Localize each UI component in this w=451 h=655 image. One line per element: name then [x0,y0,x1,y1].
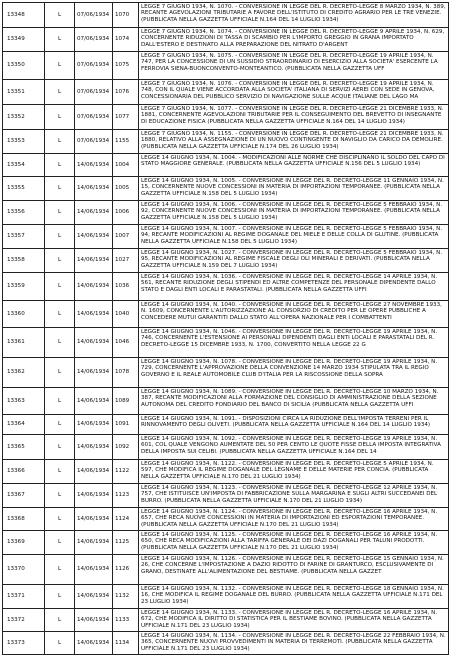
record-description: LEGGE 7 GIUGNO 1934, N. 1077. - CONVERSIONE IN LEGGE DEL R. DECRETO-LEGGE 21 DICEMBRE 1933, N. 1881, CONCERNENTE AGEVOLAZIONI TRIBUTARIE PER IL CONSEGUIMENTO DEL BREVETTO DI INSEGNANTE DI EDUCAZIONE FISICA (PUBBLICATA NELLA GAZZETTA UFFICIALE N.164 DEL 14 LUGLIO 1934) [139,105,449,130]
record-number: 13366 [3,460,45,484]
record-date: 07/06/1934 [75,105,113,130]
table-row [3,177,449,201]
record-code: 1125 [113,531,139,555]
record-type: L [45,28,75,52]
record-description: LEGGE 14 GIUGNO 1934, N. 1122. - CONVERSIONE IN LEGGE DEL R. DECRETO-LEGGE 5 APRILE 1934, N. 597, CHE MODIFICA IL REGIME DOGANALE DEL LEGNAME E DELLE MATERIE PER CONCIA. (PUBBLICATA NELLA GAZZETTA UFFICIALE N.170 DEL 21 LUGLIO 1934) [139,460,449,484]
record-date: 07/06/1934 [75,130,113,154]
record-description: LEGGE 14 GIUGNO 1934, N. 1091. - DISPOSIZIONI CIRCA LA RIDUZIONE DELL'IMPOSTA TERRENI PER IL RINNOVAMENTO DEGLI OLIVETI. (PUBBLICATA NELLA GAZZETTA UFFICIALE N.164 DEL 14 LUGLIO 1934) [139,415,449,435]
record-type: L [45,201,75,225]
record-date: 14/06/1934 [75,225,113,249]
record-date: 14/06/1934 [75,415,113,435]
record-date: 14/06/1934 [75,609,113,632]
record-description: LEGGE 14 GIUGNO 1934, N. 1126. - CONVERSIONE IN LEGGE DEL R. DECRETO-LEGGE 15 GENNAIO 1934, N. 26, CHE CONCERNE L'IMPOSTAZIONE A DAZIO RIDOTTO DI FARINE DI GRANTURCO, ESCLUSIVAMENTE DI GRANO, DESTINATE ALL'ALIMENTAZIONE DEL BESTIAME. (PUBBLICATA NELLA GAZZET [139,555,449,585]
record-type: L [45,585,75,609]
record-number: 13350 [3,52,45,80]
record-code: 1075 [113,52,139,80]
record-date: 14/06/1934 [75,273,113,301]
record-description: LEGGE 14 GIUGNO 1934, N. 1134. - CONVERSIONE IN LEGGE DEL R. DECRETO-LEGGE 22 FEBBRAIO 1934, N. 365, CONCERNENTE NUOVI PROVVEDIMENTI IN MATERIA DI TERREMOTI. (PUBBLICATA NELLA GAZZETTA UFFICIALE N.171 DEL 23 LUGLIO 1934) [139,632,449,655]
record-type: L [45,177,75,201]
record-description: LEGGE 14 GIUGNO 1934, N. 1046. - CONVERSIONE IN LEGGE DEL R. DECRETO-LEGGE 19 APRILE 1934, N. 746, CONCERNENTE L'ESTENSIONE AI PERSONALI DIPENDENTI DAGLI ENTI LOCALI E PARASTATALI DEL R. DECRETO-LEGGE 15 DICEMBRE 1933, N. 1700, CONVERTITO NELLA LEGGE 22 G [139,328,449,358]
record-code: 1070 [113,3,139,28]
record-description: LEGGE 14 GIUGNO 1934, N. 1092. - CONVERSIONE IN LEGGE DEL R. DECRETO-LEGGE 19 APRILE 1934, N. 601, COL QUALE VENGONO AUMENTATE DEL 50 PER CENTO LE QUOTE FISSE DELLA IMPOSTA INTEGRATIVA DELLA IMPOSTA SUI CELIBI. (PUBBLICATA NELLA GAZZETTA UFFICIALE N.164 DEL 14 [139,435,449,460]
record-number: 13352 [3,105,45,130]
record-code: 1027 [113,249,139,273]
table-row [3,301,449,328]
record-date: 14/06/1934 [75,154,113,177]
record-description: LEGGE 14 GIUGNO 1934, N. 1040. - CONVERSIONE IN LEGGE DEL R. DECRETO-LEGGE 27 NOVEMBRE 1933, N. 1609, CONCERNENTE L'AUTORIZZAZIONE AL CONSORZIO DI CREDITO PER LE OPERE PUBBLICHE A CONCEDERE MUTUI GARANTITI DALLO STATO ALL'OPERA NAZIONALE PER I COMBATTENTI [139,301,449,328]
record-description: LEGGE 7 GIUGNO 1934, N. 1070. - CONVERSIONE IN LEGGE DEL R. DECRETO-LEGGE 8 MARZO 1934, N. 389, RECANTE AGEVOLAZIONI TRIBUTARIE A FAVORE DELL'ISTITUTO DI CREDITO AGRARIO PER LE TRE VENEZIE. (PUBBLICATA NELLA GAZZETTA UFFICIALE N.164 DEL 14 LUGLIO 1934) [139,3,449,28]
record-date: 14/06/1934 [75,435,113,460]
record-code: 1005 [113,177,139,201]
record-type: L [45,52,75,80]
record-number: 13348 [3,3,45,28]
record-type: L [45,484,75,508]
record-date: 14/06/1934 [75,201,113,225]
record-type: L [45,609,75,632]
table-row [3,358,449,388]
table-row [3,273,449,301]
record-type: L [45,460,75,484]
record-number: 13358 [3,249,45,273]
record-number: 13357 [3,225,45,249]
record-date: 14/06/1934 [75,249,113,273]
table-row [3,632,449,655]
record-code: 1133 [113,609,139,632]
table-row [3,328,449,358]
law-register-rows [3,3,449,655]
record-number: 13372 [3,609,45,632]
record-description: LEGGE 14 GIUGNO 1934, N. 1132. - CONVERSIONE IN LEGGE DEL R. DECRETO-LEGGE 18 GENNAIO 1934, N. 16, CHE MODIFICA IL REGIME DOGANALE DEL BURRO. (PUBBLICATA NELLA GAZZETTA UFFICIALE N.171 DEL 23 LUGLIO 1934) [139,585,449,609]
table-row [3,585,449,609]
record-code: 1122 [113,460,139,484]
record-number: 13364 [3,415,45,435]
record-number: 13368 [3,508,45,531]
record-date: 07/06/1934 [75,52,113,80]
record-date: 14/06/1934 [75,531,113,555]
record-description: LEGGE 14 GIUGNO 1934, N. 1004. - MODIFICAZIONI ALLE NORME CHE DISCIPLINANO IL SOLDO DEL CAPO DI STATO MAGGIORE GENERALE. (PUBBLICATA NELLA GAZZETTA UFFICIALE N.156 DEL 5 LUGLIO 1934) [139,154,449,177]
table-row [3,460,449,484]
record-date: 14/06/1934 [75,632,113,655]
record-code: 1089 [113,388,139,415]
record-date: 07/06/1934 [75,3,113,28]
table-row [3,3,449,28]
record-code: 1006 [113,201,139,225]
record-type: L [45,358,75,388]
record-type: L [45,508,75,531]
record-code: 1040 [113,301,139,328]
table-row [3,105,449,130]
table-row [3,435,449,460]
record-type: L [45,632,75,655]
record-type: L [45,80,75,105]
table-row [3,130,449,154]
record-number: 13355 [3,177,45,201]
record-number: 13373 [3,632,45,655]
record-type: L [45,328,75,358]
record-type: L [45,301,75,328]
table-row [3,249,449,273]
record-description: LEGGE 14 GIUGNO 1934, N. 1007. - CONVERSIONE IN LEGGE DEL R. DECRETO-LEGGE 5 FEBBRAIO 1934, N. 94, RECANTE MODIFICAZIONI AL REGIME DOGANALE DEL MIELE E DELLE COLLA DI GLUTINE. (PUBBLICATA NELLA GAZZETTA UFFICIALE N.158 DEL 5 LUGLIO 1934) [139,225,449,249]
record-date: 14/06/1934 [75,177,113,201]
record-type: L [45,130,75,154]
record-description: LEGGE 14 GIUGNO 1934, N. 1078. - CONVERSIONE IN LEGGE DEL R. DECRETO-LEGGE 19 APRILE 1934, N. 729, CONCERNENTE L'APPROVAZIONE DELLA CONVENZIONE 14 MARZO 1934 STIPULATA TRA IL REGIO GOVERNO E IL REALE AUTOMOBILE CLUB D'ITALIA PER LA RISCOSSIONE DELLA SOPRA [139,358,449,388]
record-type: L [45,415,75,435]
table-row [3,609,449,632]
record-description: LEGGE 14 GIUGNO 1934, N. 1125. - CONVERSIONE IN LEGGE DEL R. DECRETO-LEGGE 16 APRILE 1934, N. 650, CHE RECA MODIFICAZIONI ALLA TARIFFA GENERALE DEI DAZI DOGANALI PER TALUNI PRODOTTI. (PUBBLICATA NELLA GAZZETTA UFFICIALE N.170 DEL 21 LUGLIO 1934) [139,531,449,555]
table-row [3,225,449,249]
record-type: L [45,105,75,130]
record-type: L [45,225,75,249]
record-description: LEGGE 14 GIUGNO 1934, N. 1027. - CONVERSIONE IN LEGGE DEL R. DECRETO-LEGGE 5 FEBBRAIO 1934, N. 95, RECANTE MODIFICAZIONI AL REGIME FISCALE DEGLI OLI MINERALI E DERIVATI. (PUBBLICATA NELLA GAZZETTA UFFICIALE N.159 DEL 7 LUGLIO 1934) [139,249,449,273]
table-row [3,531,449,555]
table-row [3,388,449,415]
record-description: LEGGE 14 GIUGNO 1934, N. 1005. - CONVERSIONE IN LEGGE DEL R. DECRETO-LEGGE 11 GENNAIO 1934, N. 15, CONCERNENTE NUOVE CONCESSIONI IN MATERIA DI IMPORTAZIONI TEMPORANEE. (PUBBLICATA NELLA GAZZETTA UFFICIALE N.158 DEL 5 LUGLIO 1934) [139,177,449,201]
record-date: 14/06/1934 [75,555,113,585]
record-number: 13349 [3,28,45,52]
record-date: 14/06/1934 [75,508,113,531]
record-date: 14/06/1934 [75,484,113,508]
record-code: 1155 [113,130,139,154]
record-description: LEGGE 7 GIUGNO 1934, N. 1076. - CONVERSIONE IN LEGGE DEL R. DECRETO-LEGGE 19 APRILE 1934, N. 748, CON IL QUALE VIENE ACCORDATA ALLA SOCIETA' ITALIANA DI SERVIZI AEREI CON SEDE IN GENOVA, CONCESSIONARIA DEL PUBBLICO SERVIZIO DI NAVIGAZIONE SULLE ACQUE ITALIANE DEL LAGO MA [139,80,449,105]
record-number: 13369 [3,531,45,555]
record-number: 13359 [3,273,45,301]
record-number: 13353 [3,130,45,154]
law-register-sheet [2,2,448,652]
table-row [3,80,449,105]
record-code: 1123 [113,484,139,508]
record-number: 13360 [3,301,45,328]
table-row [3,201,449,225]
record-code: 1076 [113,80,139,105]
record-description: LEGGE 7 GIUGNO 1934, N. 1074. - CONVERSIONE IN LEGGE DEL R. DECRETO-LEGGE 9 APRILE 1934, N. 629, CONCERNENTE RIDUZIONI DI TASSA DI SCAMBIO PER L'IMPORTO GREGGIO IN GRANA IMPORTATO DALL'ESTERO E DESTINATO ALLA PREPARAZIONE DEL NITRATO D'ARGENT [139,28,449,52]
record-code: 1134 [113,632,139,655]
record-number: 13351 [3,80,45,105]
record-description: LEGGE 14 GIUGNO 1934, N. 1133. - CONVERSIONE IN LEGGE DEL R. DECRETO-LEGGE 16 APRILE 1934, N. 672, CHE MODIFICA IL DIRITTO DI STATISTICA PER IL BESTIAME BOVINO. (PUBBLICATA NELLA GAZZETTA UFFICIALE N.171 DEL 23 LUGLIO 1934) [139,609,449,632]
record-description: LEGGE 7 GIUGNO 1934, N. 1075. - CONVERSIONE IN LEGGE DEL R. DECRETO-LEGGE 19 APRILE 1934, N. 747, PER LA CONCESSIONE DI UN SUSSIDIO STRAORDINARIO DI ESERCIZIO ALLA SOCIETA' ESERCENTE LA FERROVIA SIENA-BUONCONVENTO-MONTEANTICO. (PUBBLICATA NELLA GAZZETTA UFF [139,52,449,80]
record-date: 14/06/1934 [75,585,113,609]
record-description: LEGGE 14 GIUGNO 1934, N. 1006. - CONVERSIONE IN LEGGE DEL R. DECRETO-LEGGE 5 FEBBRAIO 1934, N. 92, CONCERNENTE NUOVE CONCESSIONI IN MATERIA DI IMPORTAZIONI TEMPORANEE. (PUBBLICATA NELLA GAZZETTA UFFICIALE N.158 DEL 5 LUGLIO 1934) [139,201,449,225]
record-type: L [45,249,75,273]
record-code: 1132 [113,585,139,609]
record-number: 13356 [3,201,45,225]
record-description: LEGGE 14 GIUGNO 1934, N. 1036. - CONVERSIONE IN LEGGE DEL R. DECRETO-LEGGE 14 APRILE 1934, N. 561, RECANTE RIDUZIONE DEGLI STIPENDI ED ALTRE COMPETENZE DEL PERSONALE DIPENDENTE DALLO STATO E DAGLI ENTI LOCALI E PARASTATALI. (PUBBLICATA NELLA GAZZETTA UFFI [139,273,449,301]
record-number: 13354 [3,154,45,177]
record-number: 13363 [3,388,45,415]
record-type: L [45,3,75,28]
record-code: 1077 [113,105,139,130]
record-date: 07/06/1934 [75,28,113,52]
law-register-table [2,2,449,655]
record-date: 14/06/1934 [75,301,113,328]
record-number: 13362 [3,358,45,388]
record-type: L [45,273,75,301]
record-code: 1007 [113,225,139,249]
record-type: L [45,555,75,585]
record-date: 14/06/1934 [75,460,113,484]
record-type: L [45,154,75,177]
record-number: 13371 [3,585,45,609]
record-description: LEGGE 14 GIUGNO 1934, N. 1123. - CONVERSIONE IN LEGGE DEL R. DECRETO-LEGGE 12 APRILE 1934, N. 757, CHE ISTITUISCE UN'IMPOSTA DI FABBRICAZIONE SULLA MARGARINA E SUGLI ALTRI SUCCEDANEI DEL BURRO. (PUBBLICATA NELLA GAZZETTA UFFICIALE N.170 DEL 21 LUGLIO 1934) [139,484,449,508]
table-row [3,415,449,435]
table-row [3,508,449,531]
record-date: 14/06/1934 [75,358,113,388]
record-code: 1036 [113,273,139,301]
record-date: 14/06/1934 [75,328,113,358]
record-code: 1078 [113,358,139,388]
record-code: 1004 [113,154,139,177]
record-date: 14/06/1934 [75,388,113,415]
record-description: LEGGE 14 GIUGNO 1934, N. 1089. - CONVERSIONE IN LEGGE DEL R. DECRETO-LEGGE 10 MARZO 1934, N. 387, RECANTE MODIFICAZIONI ALLA FORMAZIONE DEL CONSIGLIO DI AMMINISTRAZIONE DELLA SEZIONE AUTONOMA DEL CREDITO FONDIARIO DEL BANCO DI SICILIA (PUBBLICATA NELLA GAZZETTA UFFI [139,388,449,415]
record-code: 1046 [113,328,139,358]
record-type: L [45,531,75,555]
record-type: L [45,435,75,460]
record-code: 1126 [113,555,139,585]
record-code: 1091 [113,415,139,435]
table-row [3,52,449,80]
table-row [3,154,449,177]
table-row [3,28,449,52]
record-number: 13365 [3,435,45,460]
record-number: 13367 [3,484,45,508]
table-row [3,555,449,585]
record-number: 13370 [3,555,45,585]
record-number: 13361 [3,328,45,358]
record-code: 1074 [113,28,139,52]
record-code: 1092 [113,435,139,460]
table-row [3,484,449,508]
record-type: L [45,388,75,415]
record-description: LEGGE 14 GIUGNO 1934, N. 1124. - CONVERSIONE IN LEGGE DEL R. DECRETO-LEGGE 16 APRILE 1934, N. 657, CHE RECA NUOVE CONCESSIONI IN MATERIA DI IMPORTAZIONI ED ESPORTAZIONI TEMPORANEE. (PUBBLICATA NELLA GAZZETTA UFFICIALE N.170 DEL 21 LUGLIO 1934) [139,508,449,531]
record-code: 1124 [113,508,139,531]
record-description: LEGGE 7 GIUGNO 1934, N. 1155. - CONVERSIONE IN LEGGE DEL R. DECRETO-LEGGE 21 DICEMBRE 1933, N. 1880, RELATIVO ALLA ASSEGNAZIONE DI UN NUOVO CONTINGENTE DI NAVIGLIO DA CARICO DA DEMOLIRE. (PUBBLICATA NELLA GAZZETTA UFFICIALE N.174 DEL 26 LUGLIO 1934) [139,130,449,154]
record-date: 07/06/1934 [75,80,113,105]
